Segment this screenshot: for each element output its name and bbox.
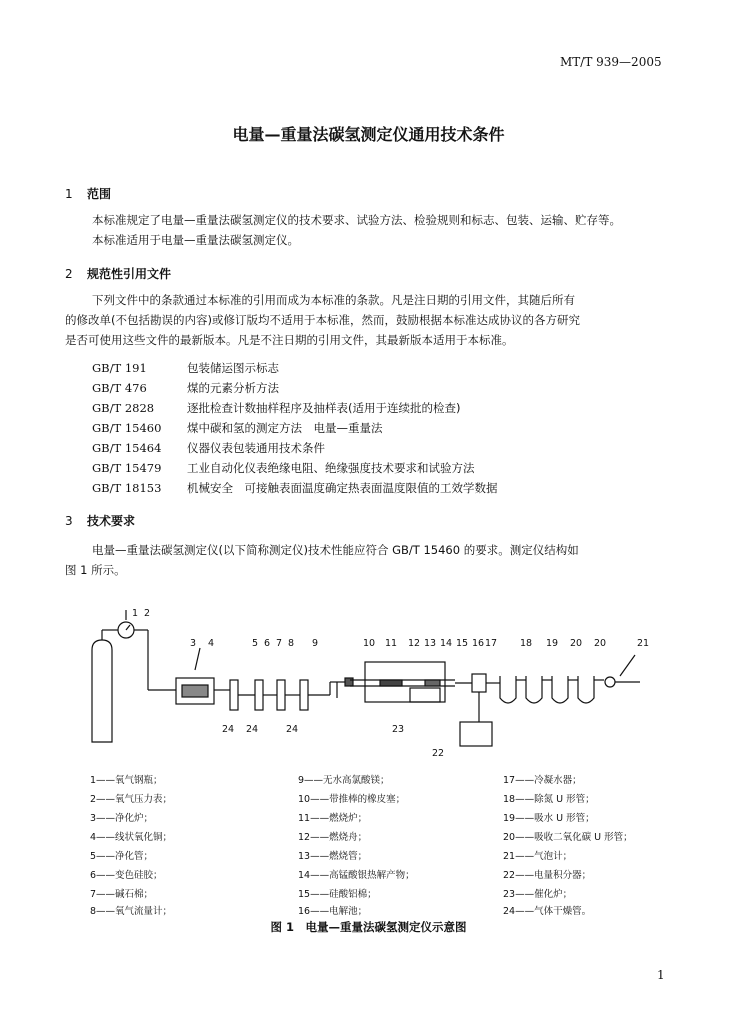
reference-item bbox=[92, 360, 279, 376]
legend-item: 1——氧气钢瓶； bbox=[90, 775, 163, 786]
section-title: 规范性引用文件 bbox=[87, 267, 172, 281]
section-3-para-line-1: 电量—重量法碳氢测定仪(以下简称测定仪)技术性能应符合 GB/T 15460 的要求。测定仪结构如 bbox=[92, 543, 579, 557]
legend-item: 10——带推棒的橡皮塞； bbox=[298, 794, 406, 805]
bubble-counter bbox=[605, 677, 615, 687]
standard-code: MT/T 939—2005 bbox=[560, 55, 662, 69]
section-2-intro-line-1: 下列文件中的条款通过本标准的引用而成为本标准的条款。凡是注日期的引用文件，其随后所有 bbox=[92, 293, 575, 307]
section-title: 范围 bbox=[87, 187, 112, 201]
reference-title: 逐批检查计数抽样程序及抽样表(适用于连续批的检查) bbox=[187, 401, 461, 415]
reference-title: 工业自动化仪表绝缘电阻、绝缘强度技术要求和试验方法 bbox=[187, 461, 475, 475]
reference-code: GB/T 15460 bbox=[92, 421, 162, 435]
section-number: 3 bbox=[65, 514, 73, 528]
legend-item: 7——碱石棉； bbox=[90, 889, 154, 900]
callout-2: 2 bbox=[144, 608, 151, 619]
page-number: 1 bbox=[657, 968, 665, 982]
legend-item: 9——无水高氯酸镁； bbox=[298, 775, 390, 786]
rubber-stopper bbox=[345, 678, 353, 686]
reference-item bbox=[92, 380, 279, 396]
callout-16: 16 bbox=[472, 638, 485, 649]
legend-item: 4——线状氧化铜； bbox=[90, 832, 173, 843]
section-2-heading bbox=[65, 265, 171, 282]
legend-item: 13——燃烧管； bbox=[298, 851, 368, 862]
copper-oxide-tube bbox=[182, 685, 208, 697]
callout-12: 12 bbox=[408, 638, 421, 649]
reference-code: GB/T 18153 bbox=[92, 481, 162, 495]
co2-absorption-u-tube-2 bbox=[578, 676, 594, 703]
legend-item: 6——变色硅胶； bbox=[90, 870, 163, 881]
reference-item bbox=[92, 440, 325, 456]
legend-item: 21——气泡计； bbox=[503, 851, 573, 862]
soda-asbestos-tube bbox=[277, 680, 285, 710]
callout-10: 10 bbox=[363, 638, 376, 649]
silica-gel-tube bbox=[255, 680, 263, 710]
callout-18: 18 bbox=[520, 638, 533, 649]
callout-1: 1 bbox=[132, 608, 139, 619]
legend-item: 20——吸收二氧化碳 U 形管； bbox=[503, 832, 633, 843]
legend-item: 17——冷凝水器； bbox=[503, 775, 582, 786]
callout-9: 9 bbox=[312, 638, 319, 649]
silver-permanganate-product bbox=[425, 680, 440, 686]
flowmeter bbox=[300, 680, 308, 710]
legend-item: 3——净化炉； bbox=[90, 813, 154, 824]
callout-17: 17 bbox=[485, 638, 498, 649]
legend-item: 11——燃烧炉； bbox=[298, 813, 368, 824]
legend-item: 8——氧气流量计； bbox=[90, 906, 173, 917]
oxygen-cylinder bbox=[92, 640, 112, 742]
reference-title: 煤中碳和氢的测定方法 电量—重量法 bbox=[187, 421, 383, 435]
legend-item: 23——催化炉； bbox=[503, 889, 573, 900]
callout-7: 7 bbox=[276, 638, 283, 649]
section-number: 1 bbox=[65, 187, 73, 201]
callout-5: 5 bbox=[252, 638, 259, 649]
callout-21: 21 bbox=[637, 638, 650, 649]
reference-item bbox=[92, 480, 498, 496]
reference-code: GB/T 15464 bbox=[92, 441, 162, 455]
section-1-heading bbox=[65, 185, 111, 202]
section-3-para-line-2: 图 1 所示。 bbox=[65, 563, 126, 577]
legend-item: 12——燃烧舟； bbox=[298, 832, 368, 843]
reference-code: GB/T 2828 bbox=[92, 401, 155, 415]
callout-19: 19 bbox=[546, 638, 559, 649]
callout-14: 14 bbox=[440, 638, 453, 649]
legend-item: 16——电解池； bbox=[298, 906, 368, 917]
callout-13: 13 bbox=[424, 638, 437, 649]
reference-title: 仪器仪表包装通用技术条件 bbox=[187, 441, 325, 455]
callout-24b: 24 bbox=[246, 724, 259, 735]
callout-15: 15 bbox=[456, 638, 469, 649]
callout-23: 23 bbox=[392, 724, 405, 735]
reference-code: GB/T 476 bbox=[92, 381, 147, 395]
co2-absorption-u-tube-1 bbox=[552, 676, 568, 703]
catalytic-furnace bbox=[410, 688, 440, 702]
section-3-heading bbox=[65, 512, 135, 529]
reference-title: 包装储运图示标志 bbox=[187, 361, 279, 375]
section-title: 技术要求 bbox=[87, 514, 136, 528]
callout-11: 11 bbox=[385, 638, 398, 649]
callout-20a: 20 bbox=[570, 638, 583, 649]
coulometric-integrator bbox=[460, 722, 492, 746]
callout-24c: 24 bbox=[286, 724, 299, 735]
section-number: 2 bbox=[65, 267, 73, 281]
nitrogen-removal-u-tube bbox=[500, 676, 516, 703]
document-title: 电量—重量法碳氢测定仪通用技术条件 bbox=[232, 125, 505, 144]
legend-item: 24——气体干燥管。 bbox=[503, 906, 592, 917]
reference-title: 煤的元素分析方法 bbox=[187, 381, 279, 395]
section-1-para-1: 本标准规定了电量—重量法碳氢测定仪的技术要求、试验方法、检验规则和标志、包装、运输、贮存等。 bbox=[92, 213, 621, 227]
reference-item bbox=[92, 400, 460, 416]
legend-item: 22——电量积分器； bbox=[503, 870, 592, 881]
section-2-intro-line-3: 是否可使用这些文件的最新版本。凡是不注日期的引用文件，其最新版本适用于本标准。 bbox=[65, 333, 514, 347]
reference-item bbox=[92, 460, 475, 476]
reference-code: GB/T 15479 bbox=[92, 461, 162, 475]
figure-caption: 图 1 电量—重量法碳氢测定仪示意图 bbox=[270, 920, 467, 934]
legend-item: 19——吸水 U 形管； bbox=[503, 813, 595, 824]
legend-item: 18——除氮 U 形管； bbox=[503, 794, 595, 805]
section-1-para-2: 本标准适用于电量—重量法碳氢测定仪。 bbox=[92, 233, 299, 247]
legend-item: 14——高锰酸银热解产物； bbox=[298, 870, 415, 881]
electrolytic-cell bbox=[472, 674, 486, 692]
callout-3: 3 bbox=[190, 638, 197, 649]
section-2-intro-line-2: 的修改单(不包括勘误的内容)或修订版均不适用于本标准，然而，鼓励根据本标准达成协议的各方研究 bbox=[65, 313, 580, 327]
combustion-boat bbox=[380, 680, 402, 686]
legend-item: 2——氧气压力表； bbox=[90, 794, 173, 805]
callout-24a: 24 bbox=[222, 724, 235, 735]
callout-4: 4 bbox=[208, 638, 215, 649]
callout-20b: 20 bbox=[594, 638, 607, 649]
legend-item: 15——硅酸铝棉； bbox=[298, 889, 377, 900]
callout-6: 6 bbox=[264, 638, 271, 649]
apparatus-diagram bbox=[80, 600, 660, 760]
reference-code: GB/T 191 bbox=[92, 361, 147, 375]
water-absorption-u-tube bbox=[526, 676, 542, 703]
legend-item: 5——净化管； bbox=[90, 851, 154, 862]
reference-title: 机械安全 可接触表面温度确定热表面温度限值的工效学数据 bbox=[187, 481, 498, 495]
callout-8: 8 bbox=[288, 638, 295, 649]
callout-22: 22 bbox=[432, 748, 445, 759]
purification-tube bbox=[230, 680, 238, 710]
reference-item bbox=[92, 420, 383, 436]
